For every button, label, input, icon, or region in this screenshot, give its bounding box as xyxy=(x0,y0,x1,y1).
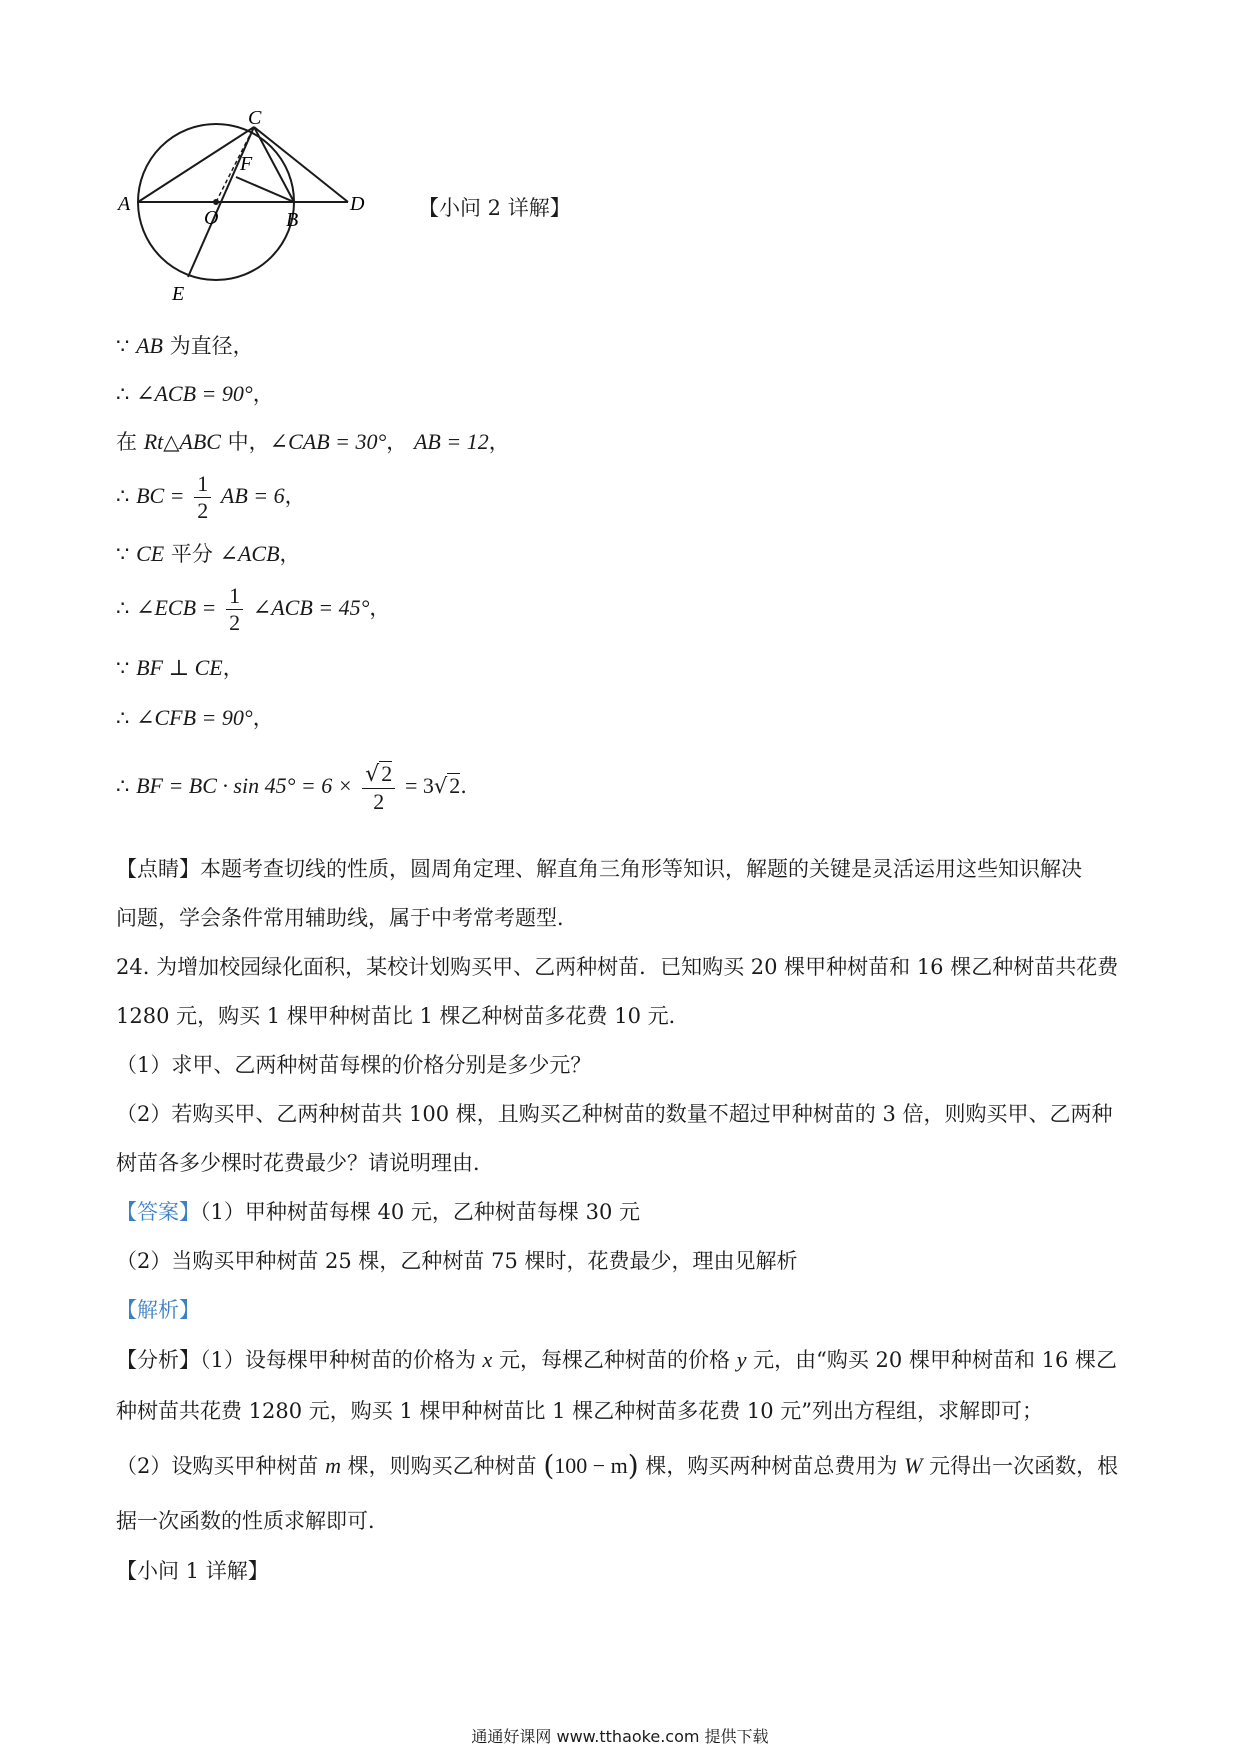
step-6: ∴ ∠ECB = $\frac{1}{2}$ ∠ACB = 45°， xyxy=(116,583,391,635)
segment-bf xyxy=(236,177,294,202)
step-2: ∴ ∠ACB = 90°， xyxy=(116,381,274,406)
problem-24-line-2: 1280 元，购买 1 棵甲种树苗比 1 棵乙种树苗多花费 10 元． xyxy=(116,1004,690,1028)
label-f: F xyxy=(240,153,253,175)
fenxi-line-3: （2）设购买甲种树苗 m 棵，则购买乙种树苗 (100 − m) 棵，购买两种树苗总费用为 W 元得出一次函数，根 xyxy=(116,1449,1119,1482)
geometry-figure xyxy=(116,110,376,310)
step-9: ∴ BF = BC · sin 45° = 6 × $\frac{√2}{2}$ = 3√2. xyxy=(116,760,467,814)
analysis-tag: 【解析】 xyxy=(116,1298,200,1322)
answer-tag: 【答案】 xyxy=(116,1200,200,1224)
label-a: A xyxy=(118,193,131,215)
problem-24-question-2-line-2: 树苗各多少棵时花费最少？请说明理由． xyxy=(116,1151,494,1175)
answer-line-1: 【答案】（1）甲种树苗每棵 40 元，乙种树苗每棵 30 元 xyxy=(116,1200,641,1224)
segment-bc xyxy=(254,127,294,202)
label-e: E xyxy=(172,283,185,305)
step-7: ∵ BF ⊥ CE， xyxy=(116,655,244,680)
label-o: O xyxy=(204,207,219,229)
section-q1-heading: 【小问 1 详解】 xyxy=(116,1559,269,1583)
problem-24-line-1: 24. 为增加校园绿化面积，某校计划购买甲、乙两种树苗．已知购买 20 棵甲种树苗和 16 棵乙种树苗共花费 xyxy=(116,955,1119,979)
fenxi-line-2: 种树苗共花费 1280 元，购买 1 棵甲种树苗比 1 棵乙种树苗多花费 10 元”列出方程组，求解即可； xyxy=(116,1399,1044,1423)
dianjing-line-2: 问题，学会条件常用辅助线，属于中考常考题型． xyxy=(116,906,578,930)
label-c: C xyxy=(248,110,262,129)
step-1: ∵ AB 为直径， xyxy=(116,333,254,358)
fenxi-line-1: 【分析】（1）设每棵甲种树苗的价格为 x 元，每棵乙种树苗的价格 y 元，由“购买 20 棵甲种树苗和 16 棵乙 xyxy=(116,1347,1118,1372)
footer-credit: 通通好课网 www.tthaoke.com 提供下载 xyxy=(471,1727,769,1746)
step-5: ∵ CE 平分 ∠ACB， xyxy=(116,541,301,566)
label-d: D xyxy=(350,193,365,215)
fraction-sqrt2-over-2: $\frac{√2}{2}$ xyxy=(362,761,395,815)
fraction-one-half-2: $\frac{1}{2}$ xyxy=(226,583,243,636)
label-b: B xyxy=(286,209,299,231)
section-q2-heading: 【小问 2 详解】 xyxy=(418,196,571,220)
step-8: ∴ ∠CFB = 90°， xyxy=(116,705,274,730)
step-3: 在 Rt△ABC 中，∠CAB = 30°， AB = 12， xyxy=(116,429,510,454)
problem-24-question-2-line-1: （2）若购买甲、乙两种树苗共 100 棵，且购买乙种树苗的数量不超过甲种树苗的 3 倍，则购买甲、乙两种 xyxy=(116,1102,1113,1126)
fraction-one-half: $\frac{1}{2}$ xyxy=(194,471,211,524)
fenxi-line-4: 据一次函数的性质求解即可． xyxy=(116,1509,389,1533)
center-point-o xyxy=(213,199,219,205)
problem-24-question-1: （1）求甲、乙两种树苗每棵的价格分别是多少元？ xyxy=(116,1053,592,1077)
dianjing-line-1: 【点睛】本题考查切线的性质，圆周角定理、解直角三角形等知识，解题的关键是灵活运用这些知识解决 xyxy=(116,857,1082,881)
step-4: ∴ BC = $\frac{1}{2}$ AB = 6， xyxy=(116,471,306,523)
answer-line-2: （2）当购买甲种树苗 25 棵，乙种树苗 75 棵时，花费最少，理由见解析 xyxy=(116,1249,798,1273)
